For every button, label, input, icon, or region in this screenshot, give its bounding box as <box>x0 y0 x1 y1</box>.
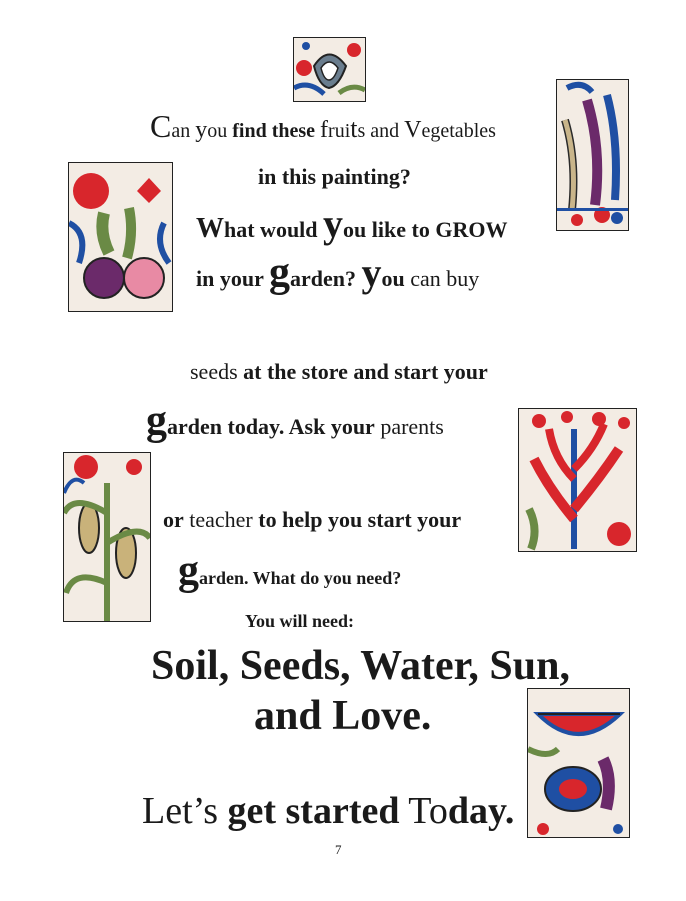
line-what-would-you-grow: What would you like to GROW <box>196 201 508 246</box>
line-you-will-need: You will need: <box>245 611 355 631</box>
line-and-love: and Love. <box>254 693 432 739</box>
line-in-this-painting: in this painting? <box>258 164 411 189</box>
line-or-teacher: or teacher to help you start your <box>163 507 462 532</box>
line-soil-seeds-water-sun: Soil, Seeds, Water, Sun, <box>151 643 570 689</box>
line-in-your-garden: in your garden? you can buy <box>196 250 480 296</box>
painting-thumbnail-tree <box>518 408 637 552</box>
line-garden-today: garden today. Ask your parents <box>146 398 444 444</box>
line-lets-get-started-today: Let’s get started Today. <box>142 790 515 832</box>
line-seeds-at-store: seeds at the store and start your <box>190 359 488 384</box>
page-number: 7 <box>335 842 342 857</box>
painting-thumbnail-pea-pods <box>556 79 629 231</box>
painting-thumbnail-corn <box>63 452 151 622</box>
painting-thumbnail-top <box>293 37 366 102</box>
painting-thumbnail-beets <box>68 162 173 312</box>
painting-thumbnail-watermelon <box>527 688 630 838</box>
line-find-fruits: Can you find these fruits and Vegetables <box>150 108 496 144</box>
line-garden-what-need: garden. What do you need? <box>178 548 402 594</box>
